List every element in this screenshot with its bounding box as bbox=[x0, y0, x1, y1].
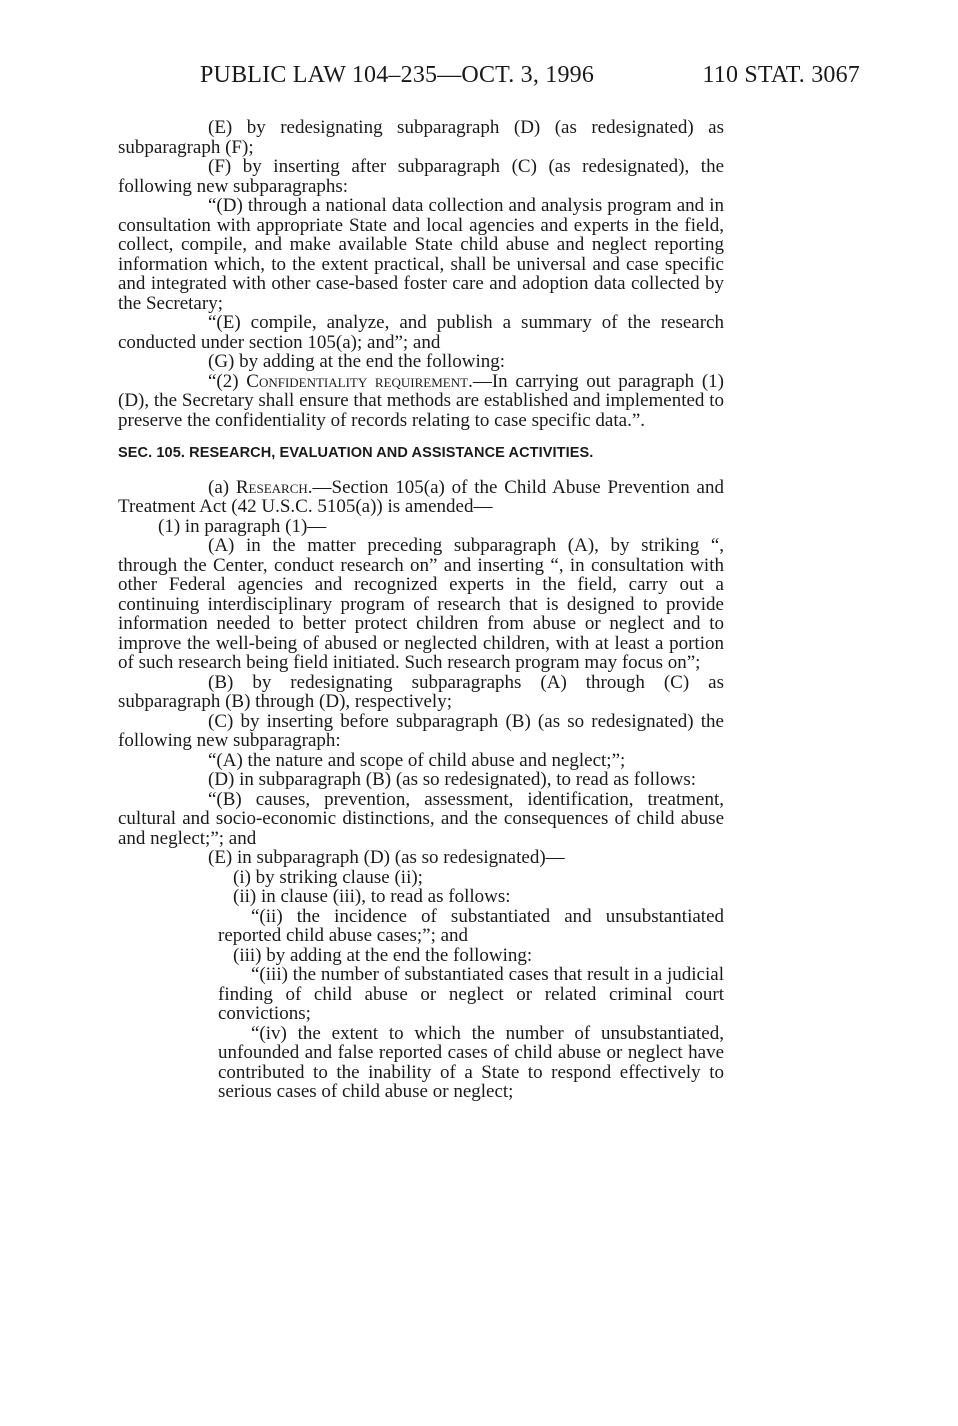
paragraph bbox=[118, 478, 724, 517]
paragraph: (ii) in clause (iii), to read as follows: bbox=[233, 886, 511, 907]
paragraph-prefix: “(2) bbox=[208, 370, 247, 392]
paragraph-text: —In carrying out paragraph (1)(D), the Secretary shall ensure that methods are established and implemented to preserve the confidentiality of records relating to case specific data.”. bbox=[118, 370, 724, 431]
paragraph-prefix: (a) bbox=[208, 476, 236, 498]
paragraph: (B) by redesignating subparagraphs (A) through (C) as subparagraph (B) through (D), respectively; bbox=[118, 671, 724, 712]
paragraph bbox=[118, 372, 724, 431]
paragraph: (A) in the matter preceding subparagraph (A), by striking “, through the Center, conduct research on” and inserting “, in consultation with other Federal agencies and recognized experts in the field, carry out a continuing interdisciplinary program of research that is designed to provide information needed to better protect children from abuse or neglect and to improve the well-being of abused or neglected children, with at least a portion of such research being field initiated. Such research program may focus on”; bbox=[118, 535, 724, 673]
subsection-heading: Research. bbox=[235, 476, 313, 498]
paragraph: “(B) causes, prevention, assessment, identification, treatment, cultural and socio-economic distinctions, and the consequences of child abuse and neglect;”; and bbox=[118, 788, 724, 849]
paragraph: “(ii) the incidence of substantiated and unsubstantiated reported child abuse cases;”; and bbox=[218, 905, 724, 946]
paragraph: (iii) by adding at the end the following: bbox=[233, 944, 533, 966]
section-heading: SEC. 105. RESEARCH, EVALUATION AND ASSISTANCE ACTIVITIES. bbox=[118, 445, 594, 461]
paragraph: (F) by inserting after subparagraph (C) (as redesignated), the following new subparagraphs: bbox=[118, 156, 724, 197]
document-body bbox=[118, 118, 724, 1102]
paragraph: (G) by adding at the end the following: bbox=[208, 351, 506, 372]
paragraph: “(A) the nature and scope of child abuse and neglect;”; bbox=[208, 749, 626, 771]
paragraph: “(D) through a national data collection and analysis program and in consultation with appropriate State and local agencies and experts in the field, collect, compile, and make available State child abuse and neglect reporting information which, to the extent practical, shall be universal and case specific and integrated with other case-based foster care and adoption data collected by the Secretary; bbox=[118, 195, 724, 314]
paragraph: “(iii) the number of substantiated cases that result in a judicial finding of child abuse or neglect or related criminal court convictions; bbox=[218, 964, 724, 1024]
paragraph-text: —Section 105(a) of the Child Abuse Prevention and Treatment Act (42 U.S.C. 5105(a)) is amended— bbox=[118, 476, 724, 517]
paragraph: (i) by striking clause (ii); bbox=[233, 866, 423, 888]
paragraph: “(E) compile, analyze, and publish a summary of the research conducted under section 105(a); and”; and bbox=[118, 312, 724, 353]
header-citation: PUBLIC LAW 104–235—OCT. 3, 1996 bbox=[200, 62, 595, 88]
paragraph: (C) by inserting before subparagraph (B) (as so redesignated) the following new subparagraph: bbox=[118, 710, 724, 751]
paragraph: (D) in subparagraph (B) (as so redesignated), to read as follows: bbox=[208, 769, 697, 790]
paragraph: (E) in subparagraph (D) (as so redesignated)— bbox=[208, 847, 565, 868]
paragraph: (1) in paragraph (1)— bbox=[158, 515, 327, 537]
paragraph: (E) by redesignating subparagraph (D) (as redesignated) as subparagraph (F); bbox=[118, 117, 724, 158]
header-stat-page: 110 STAT. 3067 bbox=[702, 62, 860, 88]
paragraph: “(iv) the extent to which the number of unsubstantiated, unfounded and false reported cases of child abuse or neglect have contributed to the inability of a State to respond effectively to serious cases of child abuse or neglect; bbox=[218, 1022, 724, 1102]
subsection-heading: Confidentiality requirement. bbox=[246, 370, 473, 392]
